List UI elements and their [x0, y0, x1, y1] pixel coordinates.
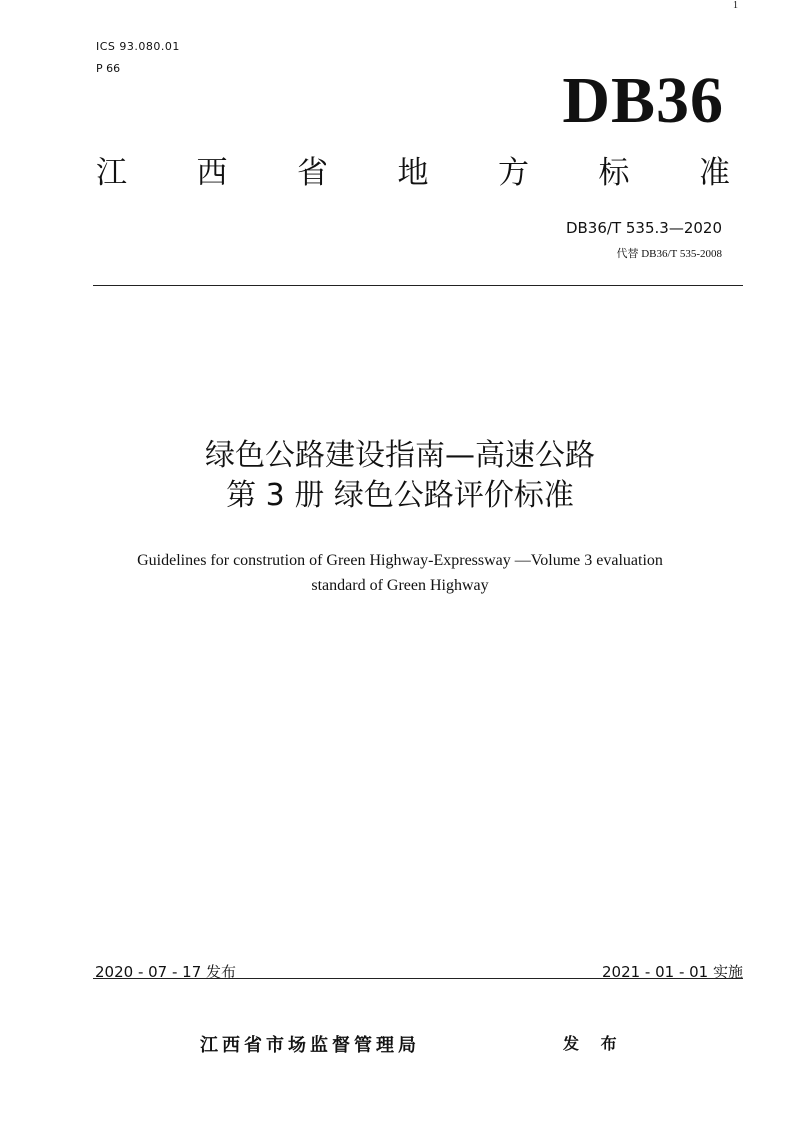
standard-type-char: 地: [397, 155, 429, 191]
standard-type-char: 准: [699, 155, 730, 191]
replaces-standard: 代替 DB36/T 535-2008: [616, 248, 722, 260]
standard-type-char: 西: [196, 155, 228, 191]
issue-label: 发 布: [563, 1034, 625, 1053]
title-cn-line: 第 3 册 绿色公路评价标准: [226, 478, 574, 513]
standard-type-char: 省: [297, 155, 328, 191]
standard-code: DB36/T 535.3—2020: [565, 219, 722, 237]
classification-code: P 66: [96, 62, 121, 75]
implementation-date: 2021 - 01 - 01 实施: [601, 963, 743, 981]
title-cn-line: 绿色公路建设指南—高速公路: [205, 438, 595, 473]
page-number: 1: [733, 0, 738, 11]
title-en-line: standard of Green Highway: [311, 577, 489, 594]
title-en-line: Guidelines for constrution of Green Highway-Expressway —Volume 3 evaluation: [137, 552, 663, 569]
top-divider: [93, 285, 743, 286]
document-title-cn: [0, 436, 800, 516]
ics-code: ICS 93.080.01: [96, 40, 180, 53]
bottom-divider: [93, 978, 743, 979]
issue-date: 2020 - 07 - 17 发布: [95, 963, 237, 981]
standard-type-char: 江: [96, 155, 127, 191]
standard-type-title: [96, 155, 730, 191]
standard-type-char: 方: [498, 155, 529, 191]
standard-type-char: 标: [598, 155, 630, 191]
standard-logo: DB36: [562, 64, 724, 137]
issuing-authority: 江西省市场监督管理局: [200, 1035, 420, 1056]
document-title-en: [80, 548, 720, 598]
